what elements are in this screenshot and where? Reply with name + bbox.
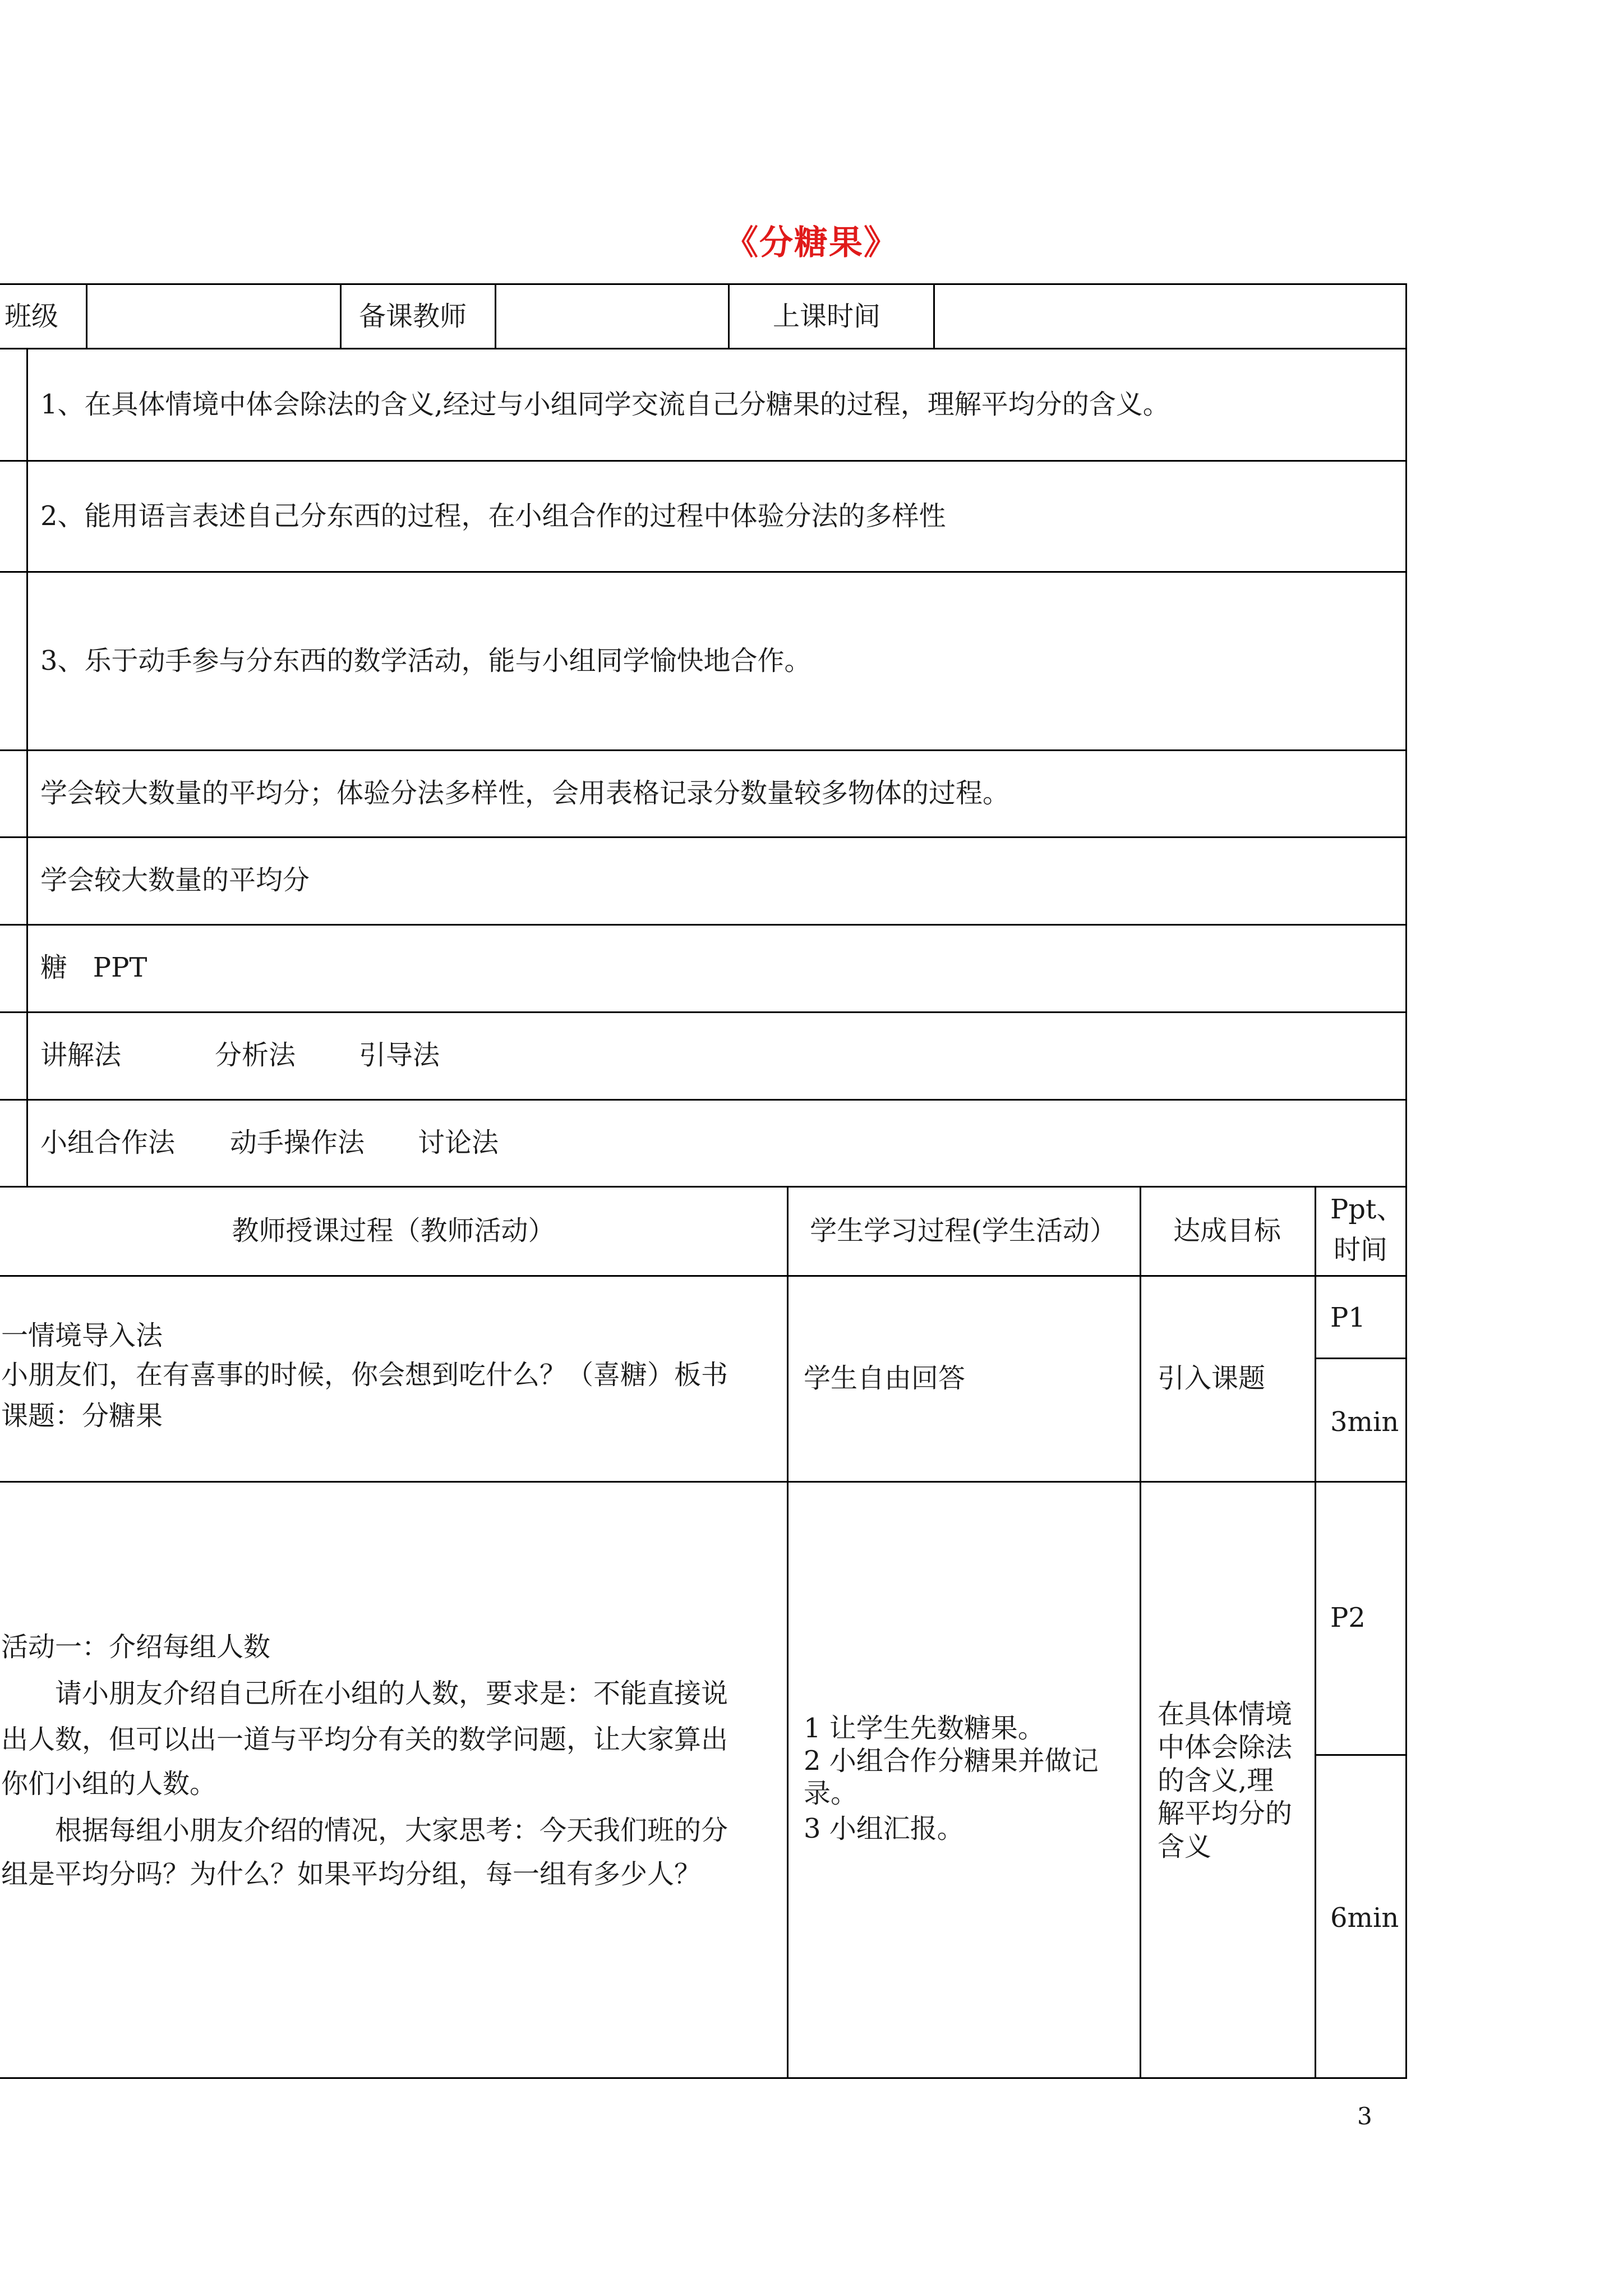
step2-goal-2: 中体会除法 — [1158, 1732, 1293, 1763]
teach-method-1: 讲解法 — [40, 1039, 122, 1071]
row-rule — [0, 571, 1407, 573]
col-rule — [340, 283, 342, 348]
key-point-text: 学会较大数量的平均分；体验分法多样性，会用表格记录分数量较多物体的过程。 — [40, 777, 1010, 809]
difficulty-text: 学会较大数量的平均分 — [40, 864, 310, 896]
col-rule — [787, 1186, 789, 2079]
step2-goal-5: 含义 — [1158, 1831, 1212, 1862]
step2-p1-line2: 出人数，但可以出一道与平均分有关的数学问题，让大家算出 — [1, 1724, 728, 1755]
step1-student: 学生自由回答 — [804, 1363, 966, 1394]
step2-heading: 活动一：介绍每组人数 — [1, 1631, 271, 1663]
step2-ppt: P2 — [1330, 1602, 1366, 1634]
teach-method-3: 引导法 — [359, 1039, 440, 1071]
step1-heading: 一情境导入法 — [1, 1320, 163, 1351]
teacher-label: 备课教师 — [359, 301, 467, 332]
step2-goal-4: 解平均分的 — [1158, 1798, 1293, 1829]
row-rule — [0, 283, 1407, 285]
page-number: 3 — [1357, 2102, 1372, 2130]
step2-student-3: 3 小组汇报。 — [804, 1813, 964, 1844]
col-rule — [1140, 1186, 1141, 2079]
time-label: 上课时间 — [773, 301, 881, 332]
step1-line2: 课题：分糖果 — [1, 1400, 163, 1432]
row-rule — [0, 1186, 1407, 1188]
row-rule — [0, 1011, 1407, 1013]
col-rule — [933, 283, 935, 348]
materials-text: 糖 PPT — [40, 952, 147, 983]
col-rule — [495, 283, 496, 348]
row-rule — [0, 749, 1407, 751]
step2-student-1: 1 让学生先数糖果。 — [804, 1713, 1045, 1744]
row-rule — [0, 1275, 1407, 1277]
student-process-header: 学生学习过程(学生活动） — [810, 1215, 1117, 1246]
row-rule — [0, 460, 1407, 462]
teach-method-2: 分析法 — [215, 1039, 296, 1071]
step2-goal-3: 的含义,理 — [1158, 1765, 1274, 1796]
step1-line1: 小朋友们，在有喜事的时候，你会想到吃什么？（喜糖）板书 — [1, 1359, 728, 1391]
teacher-process-header: 教师授课过程（教师活动） — [232, 1215, 555, 1246]
table-border — [1405, 283, 1407, 2079]
step2-p1-line3: 你们小组的人数。 — [1, 1768, 217, 1800]
goal-header: 达成目标 — [1173, 1215, 1281, 1246]
ppt-header-line1: Ppt、 — [1330, 1194, 1404, 1225]
step1-time: 3min — [1330, 1406, 1399, 1438]
row-rule — [0, 836, 1407, 838]
goal-2: 2、能用语言表述自己分东西的过程，在小组合作的过程中体验分法的多样性 — [40, 500, 946, 532]
col-rule — [26, 348, 28, 1188]
step2-student-2a: 2 小组合作分糖果并做记 — [804, 1745, 1099, 1777]
row-rule — [0, 2077, 1407, 2079]
row-rule — [1315, 1754, 1407, 1756]
step2-p2-line2: 组是平均分吗？为什么？如果平均分组，每一组有多少人？ — [1, 1858, 702, 1890]
document-title: 《分糖果》 — [725, 223, 898, 263]
row-rule — [0, 1099, 1407, 1101]
row-rule — [0, 1481, 1407, 1483]
row-rule — [0, 924, 1407, 926]
col-rule — [86, 283, 87, 348]
col-rule — [1315, 1186, 1316, 2079]
row-rule — [1315, 1358, 1407, 1359]
class-label: 班级 — [4, 301, 59, 332]
step2-goal-1: 在具体情境 — [1158, 1699, 1293, 1730]
step2-p2-line1: 根据每组小朋友介绍的情况，大家思考：今天我们班的分 — [55, 1815, 728, 1846]
learn-method-3: 讨论法 — [418, 1127, 499, 1158]
goal-1: 1、在具体情境中体会除法的含义,经过与小组同学交流自己分糖果的过程，理解平均分的含义。 — [40, 389, 1170, 420]
col-rule — [728, 283, 730, 348]
step2-time: 6min — [1330, 1902, 1399, 1934]
row-rule — [0, 348, 1407, 349]
ppt-header-line2: 时间 — [1334, 1234, 1388, 1266]
goal-3: 3、乐于动手参与分东西的数学活动，能与小组同学愉快地合作。 — [40, 645, 811, 677]
step1-ppt: P1 — [1330, 1302, 1366, 1333]
step2-student-2b: 录。 — [804, 1778, 858, 1809]
step1-goal: 引入课题 — [1158, 1363, 1266, 1394]
learn-method-1: 小组合作法 — [40, 1127, 176, 1158]
step2-p1-line1: 请小朋友介绍自己所在小组的人数，要求是：不能直接说 — [55, 1678, 728, 1709]
learn-method-2: 动手操作法 — [230, 1127, 365, 1158]
